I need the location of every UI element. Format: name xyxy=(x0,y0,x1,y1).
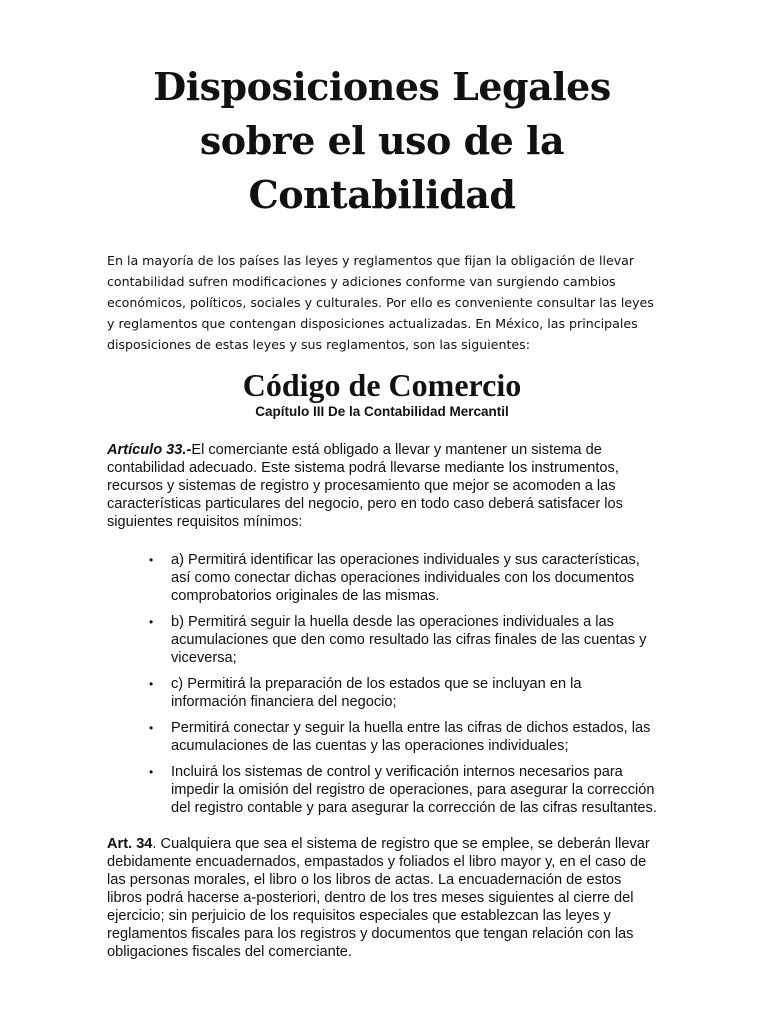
list-item xyxy=(149,551,657,605)
requirements-list xyxy=(107,551,657,817)
document-page xyxy=(107,60,657,961)
bullet-icon: • xyxy=(149,615,154,629)
list-item-text: Permitirá conectar y seguir la huella entre las cifras de dichos estados, las acumulaciones de las cuentas y las operaciones individuales; xyxy=(171,720,651,754)
list-item xyxy=(149,675,657,711)
list-item-text: Incluirá los sistemas de control y verificación internos necesarios para impedir la omisión del registro de operaciones, para asegurar la corrección del registro contable y para asegurar la corrección de las cifras resultantes. xyxy=(171,764,657,816)
list-item-text: b) Permitirá seguir la huella desde las operaciones individuales a las acumulaciones que den como resultado las cifras finales de las cuentas y viceversa; xyxy=(171,614,647,666)
article-34-paragraph xyxy=(107,835,657,961)
article-34-label: Art. 34 xyxy=(107,836,153,852)
bullet-icon: • xyxy=(149,765,154,779)
bullet-icon: • xyxy=(149,553,154,567)
list-item xyxy=(149,613,657,667)
article-33-label: Artículo 33.- xyxy=(107,442,192,458)
article-33-text: El comerciante está obligado a llevar y mantener un sistema de contabilidad adecuado. Este sistema podrá llevarse mediante los instrumentos, recursos y sistemas de registro y procesamiento que mejor se acomoden a las características particulares del negocio, pero en todo caso deberá satisfacer los siguientes requisitos mínimos: xyxy=(107,442,623,530)
chapter-title: Capítulo III De la Contabilidad Mercantil xyxy=(255,404,509,419)
list-item xyxy=(149,763,657,817)
page-title: Disposiciones Legales sobre el uso de la Contabilidad xyxy=(153,64,611,217)
bullet-icon: • xyxy=(149,721,154,735)
intro-paragraph: En la mayoría de los países las leyes y reglamentos que fijan la obligación de llevar contabilidad sufren modificaciones y adiciones conforme van surgiendo cambios económicos, políticos, sociales y culturales. Por ello es conveniente consultar las leyes y reglamentos que contengan disposiciones actualizadas. En México, las principales disposiciones de estas leyes y sus reglamentos, son las siguientes: xyxy=(107,253,654,352)
article-34-text: . Cualquiera que sea el sistema de registro que se emplee, se deberán llevar debidamente encuadernados, empastados y foliados el libro mayor y, en el caso de las personas morales, el libro o los libros de actas. La encuadernación de estos libros podrá hacerse a-posteriori, dentro de los tres meses siguientes al cierre del ejercicio; sin perjuicio de los requisitos especiales que establezcan las leyes y reglamentos fiscales para los registros y documentos que tengan relación con las obligaciones fiscales del comerciante. xyxy=(107,836,650,960)
bullet-icon: • xyxy=(149,677,154,691)
list-item-text: a) Permitirá identificar las operaciones individuales y sus características, así como conectar dichas operaciones individuales con los documentos comprobatorios originales de las mismas. xyxy=(171,552,640,604)
section-title: Código de Comercio xyxy=(242,367,522,403)
article-33-paragraph xyxy=(107,441,657,531)
list-item-text: c) Permitirá la preparación de los estados que se incluyan en la información financiera del negocio; xyxy=(171,676,582,710)
list-item xyxy=(149,719,657,755)
